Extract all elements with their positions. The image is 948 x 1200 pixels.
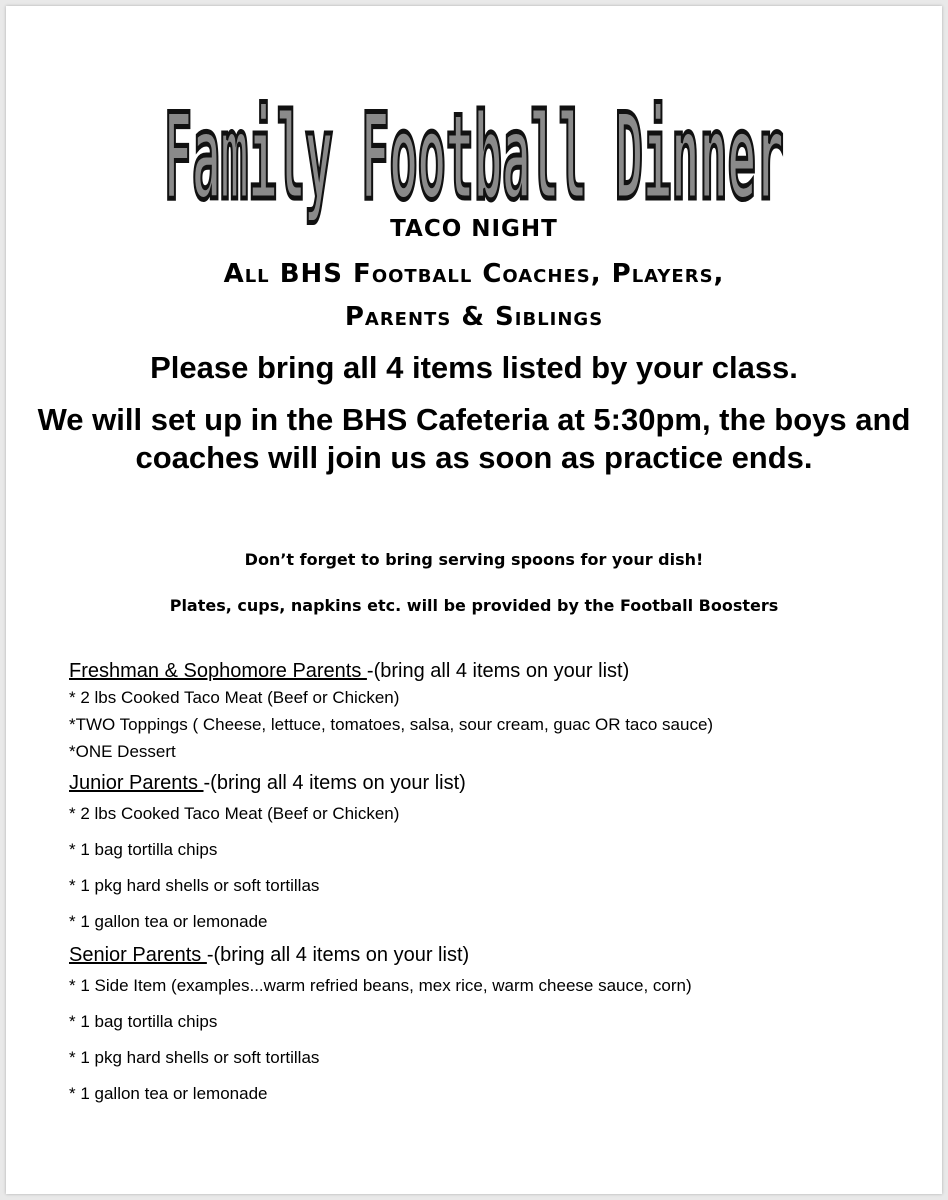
list-item: * 1 pkg hard shells or soft tortillas <box>69 876 320 895</box>
spoons-note: Don’t forget to bring serving spoons for your dish! <box>244 550 704 569</box>
section-heading <box>69 658 929 684</box>
section-heading <box>69 942 929 968</box>
list-item: * 2 lbs Cooked Taco Meat (Beef or Chicken) <box>69 688 400 707</box>
section-junior <box>69 770 929 940</box>
section-heading-suffix: -(bring all 4 items on your list) <box>366 660 630 682</box>
title-artwork <box>6 86 942 236</box>
section-heading <box>69 770 929 796</box>
list-item: * 1 gallon tea or lemonade <box>69 1084 268 1103</box>
audience-line-2: Parents & Siblings <box>344 302 604 332</box>
list-item: *TWO Toppings ( Cheese, lettuce, tomatoes, salsa, sour cream, guac OR taco sauce) <box>69 715 714 734</box>
section-heading-label: Senior Parents <box>69 944 207 966</box>
section-freshman-sophomore <box>69 658 929 765</box>
list-item: * 1 bag tortilla chips <box>69 1012 218 1031</box>
class-lists <box>69 658 929 1112</box>
section-heading-suffix: -(bring all 4 items on your list) <box>206 944 470 966</box>
title-banner <box>6 86 942 236</box>
list-item: * 1 Side Item (examples...warm refried beans, mex rice, warm cheese sauce, corn) <box>69 976 692 995</box>
section-heading-suffix: -(bring all 4 items on your list) <box>203 772 466 794</box>
provided-note: Plates, cups, napkins etc. will be provided by the Football Boosters <box>169 596 779 615</box>
flyer-page <box>6 6 942 1194</box>
list-item: * 1 pkg hard shells or soft tortillas <box>69 1048 320 1067</box>
section-heading-label: Freshman & Sophomore Parents <box>69 660 367 682</box>
list-item: * 1 bag tortilla chips <box>69 840 218 859</box>
audience-line-1: All BHS Football Coaches, Players, <box>223 259 725 289</box>
section-heading-label: Junior Parents <box>69 772 204 794</box>
list-item: *ONE Dessert <box>69 742 176 761</box>
list-item: * 2 lbs Cooked Taco Meat (Beef or Chicken) <box>69 804 400 823</box>
section-senior <box>69 942 929 1112</box>
setup-time-instruction: We will set up in the BHS Cafeteria at 5:30pm, the boys and coaches will join us as soon as practice ends. <box>37 402 911 475</box>
subtitle-taco-night: TACO NIGHT <box>390 216 558 242</box>
list-item: * 1 gallon tea or lemonade <box>69 912 268 931</box>
title-text: Family Football Dinner <box>164 88 784 228</box>
bring-items-instruction: Please bring all 4 items listed by your class. <box>150 350 798 385</box>
